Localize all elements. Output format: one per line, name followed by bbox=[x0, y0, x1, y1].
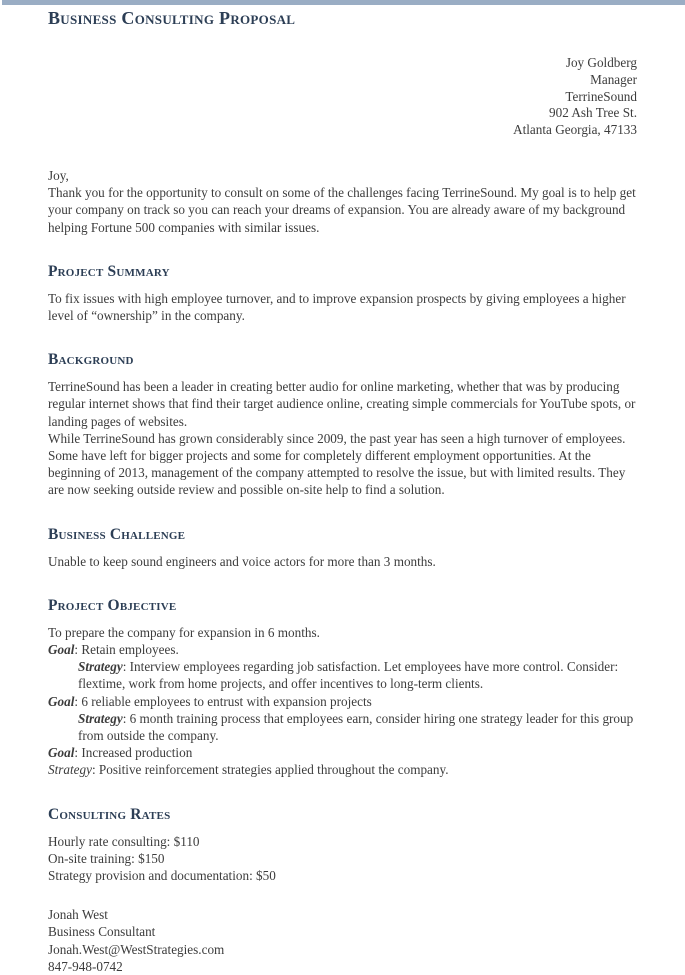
goal-text-3: : Increased production bbox=[74, 745, 193, 761]
rate-line-hourly: Hourly rate consulting: $110 bbox=[48, 833, 200, 849]
goal-item-1 bbox=[48, 641, 637, 658]
heading-background: Background bbox=[48, 351, 134, 369]
signature-email[interactable]: Jonah.West@WestStrategies.com bbox=[48, 941, 225, 957]
intro-paragraph: Thank you for the opportunity to consult on some of the challenges facing TerrineSound. My goal is to help get your company on track so you can reach your dreams of expansion. You are already aware of my background helping Fortune 500 companies with similar issues. bbox=[48, 185, 636, 235]
strategy-label-3: Strategy bbox=[48, 762, 92, 778]
strategy-text-3: : Positive reinforcement strategies applied throughout the company. bbox=[91, 762, 449, 778]
section-project-summary bbox=[48, 262, 637, 324]
heading-business-challenge: Business Challenge bbox=[48, 525, 186, 543]
recipient-company: TerrineSound bbox=[565, 88, 637, 104]
recipient-street: 902 Ash Tree St. bbox=[549, 105, 637, 121]
goal-text-2: : 6 reliable employees to entrust with expansion projects bbox=[74, 693, 372, 709]
section-project-objective bbox=[48, 596, 637, 779]
recipient-role: Manager bbox=[590, 71, 637, 87]
background-paragraph-1: TerrineSound has been a leader in creating better audio for online marketing, whether that was by producing regular internet shows that find their target audience online, creating simple commercials for YouTube spots, or landing pages of websites. bbox=[48, 379, 636, 429]
strategy-text-2: : 6 month training process that employees earn, consider hiring one strategy leader for this group from outside the company. bbox=[78, 710, 634, 744]
strategy-label-2: Strategy bbox=[78, 710, 123, 726]
strategy-label-1: Strategy bbox=[78, 659, 123, 675]
rate-line-strategy: Strategy provision and documentation: $50 bbox=[48, 868, 276, 884]
goal-label-3: Goal bbox=[48, 745, 75, 761]
goal-text-1: : Retain employees. bbox=[74, 642, 179, 658]
recipient-city-state-zip: Atlanta Georgia, 47133 bbox=[513, 122, 637, 138]
strategy-item-2 bbox=[48, 710, 637, 744]
heading-project-objective: Project Objective bbox=[48, 596, 177, 614]
strategy-text-1: : Interview employees regarding job satisfaction. Let employees have more control. Consider: flextime, work from home projects, and offer incentives to long-term clients. bbox=[78, 659, 619, 692]
recipient-name: Joy Goldberg bbox=[565, 55, 637, 70]
signature-name: Jonah West bbox=[48, 907, 108, 923]
project-summary-body: To fix issues with high employee turnover, and to improve expansion prospects by giving employees a higher level of “ownership” in the company. bbox=[48, 290, 626, 323]
section-business-challenge bbox=[48, 525, 637, 570]
strategy-item-1 bbox=[48, 658, 637, 692]
recipient-address-block bbox=[48, 55, 637, 139]
section-consulting-rates bbox=[48, 805, 637, 885]
goal-label-1: Goal bbox=[48, 642, 75, 658]
rate-line-onsite: On-site training: $150 bbox=[48, 850, 165, 866]
goal-label-2: Goal bbox=[48, 693, 75, 709]
background-paragraph-2: While TerrineSound has grown considerably since 2009, the past year has seen a high turnover of employees. Some have left for bigger projects and some for completely different employment opportunities. At the beginning of 2013, management of the company attempted to resolve the issue, but with limited results. They are now seeking outside review and possible on-site help to find a solution. bbox=[48, 430, 626, 498]
goal-item-3 bbox=[48, 744, 637, 761]
signature-role: Business Consultant bbox=[48, 924, 156, 940]
salutation: Joy, bbox=[48, 167, 69, 183]
signature-block bbox=[48, 906, 637, 975]
goal-item-2 bbox=[48, 693, 637, 710]
section-background bbox=[48, 350, 637, 498]
signature-phone[interactable]: 847-948-0742 bbox=[48, 958, 123, 974]
heading-consulting-rates: Consulting Rates bbox=[48, 805, 171, 823]
heading-project-summary: Project Summary bbox=[48, 262, 170, 280]
strategy-item-3 bbox=[48, 761, 637, 778]
project-objective-intro: To prepare the company for expansion in 6 months. bbox=[48, 624, 320, 640]
page-title: Business Consulting Proposal bbox=[48, 8, 296, 28]
intro-block bbox=[48, 167, 637, 236]
business-challenge-body: Unable to keep sound engineers and voice actors for more than 3 months. bbox=[48, 553, 436, 569]
